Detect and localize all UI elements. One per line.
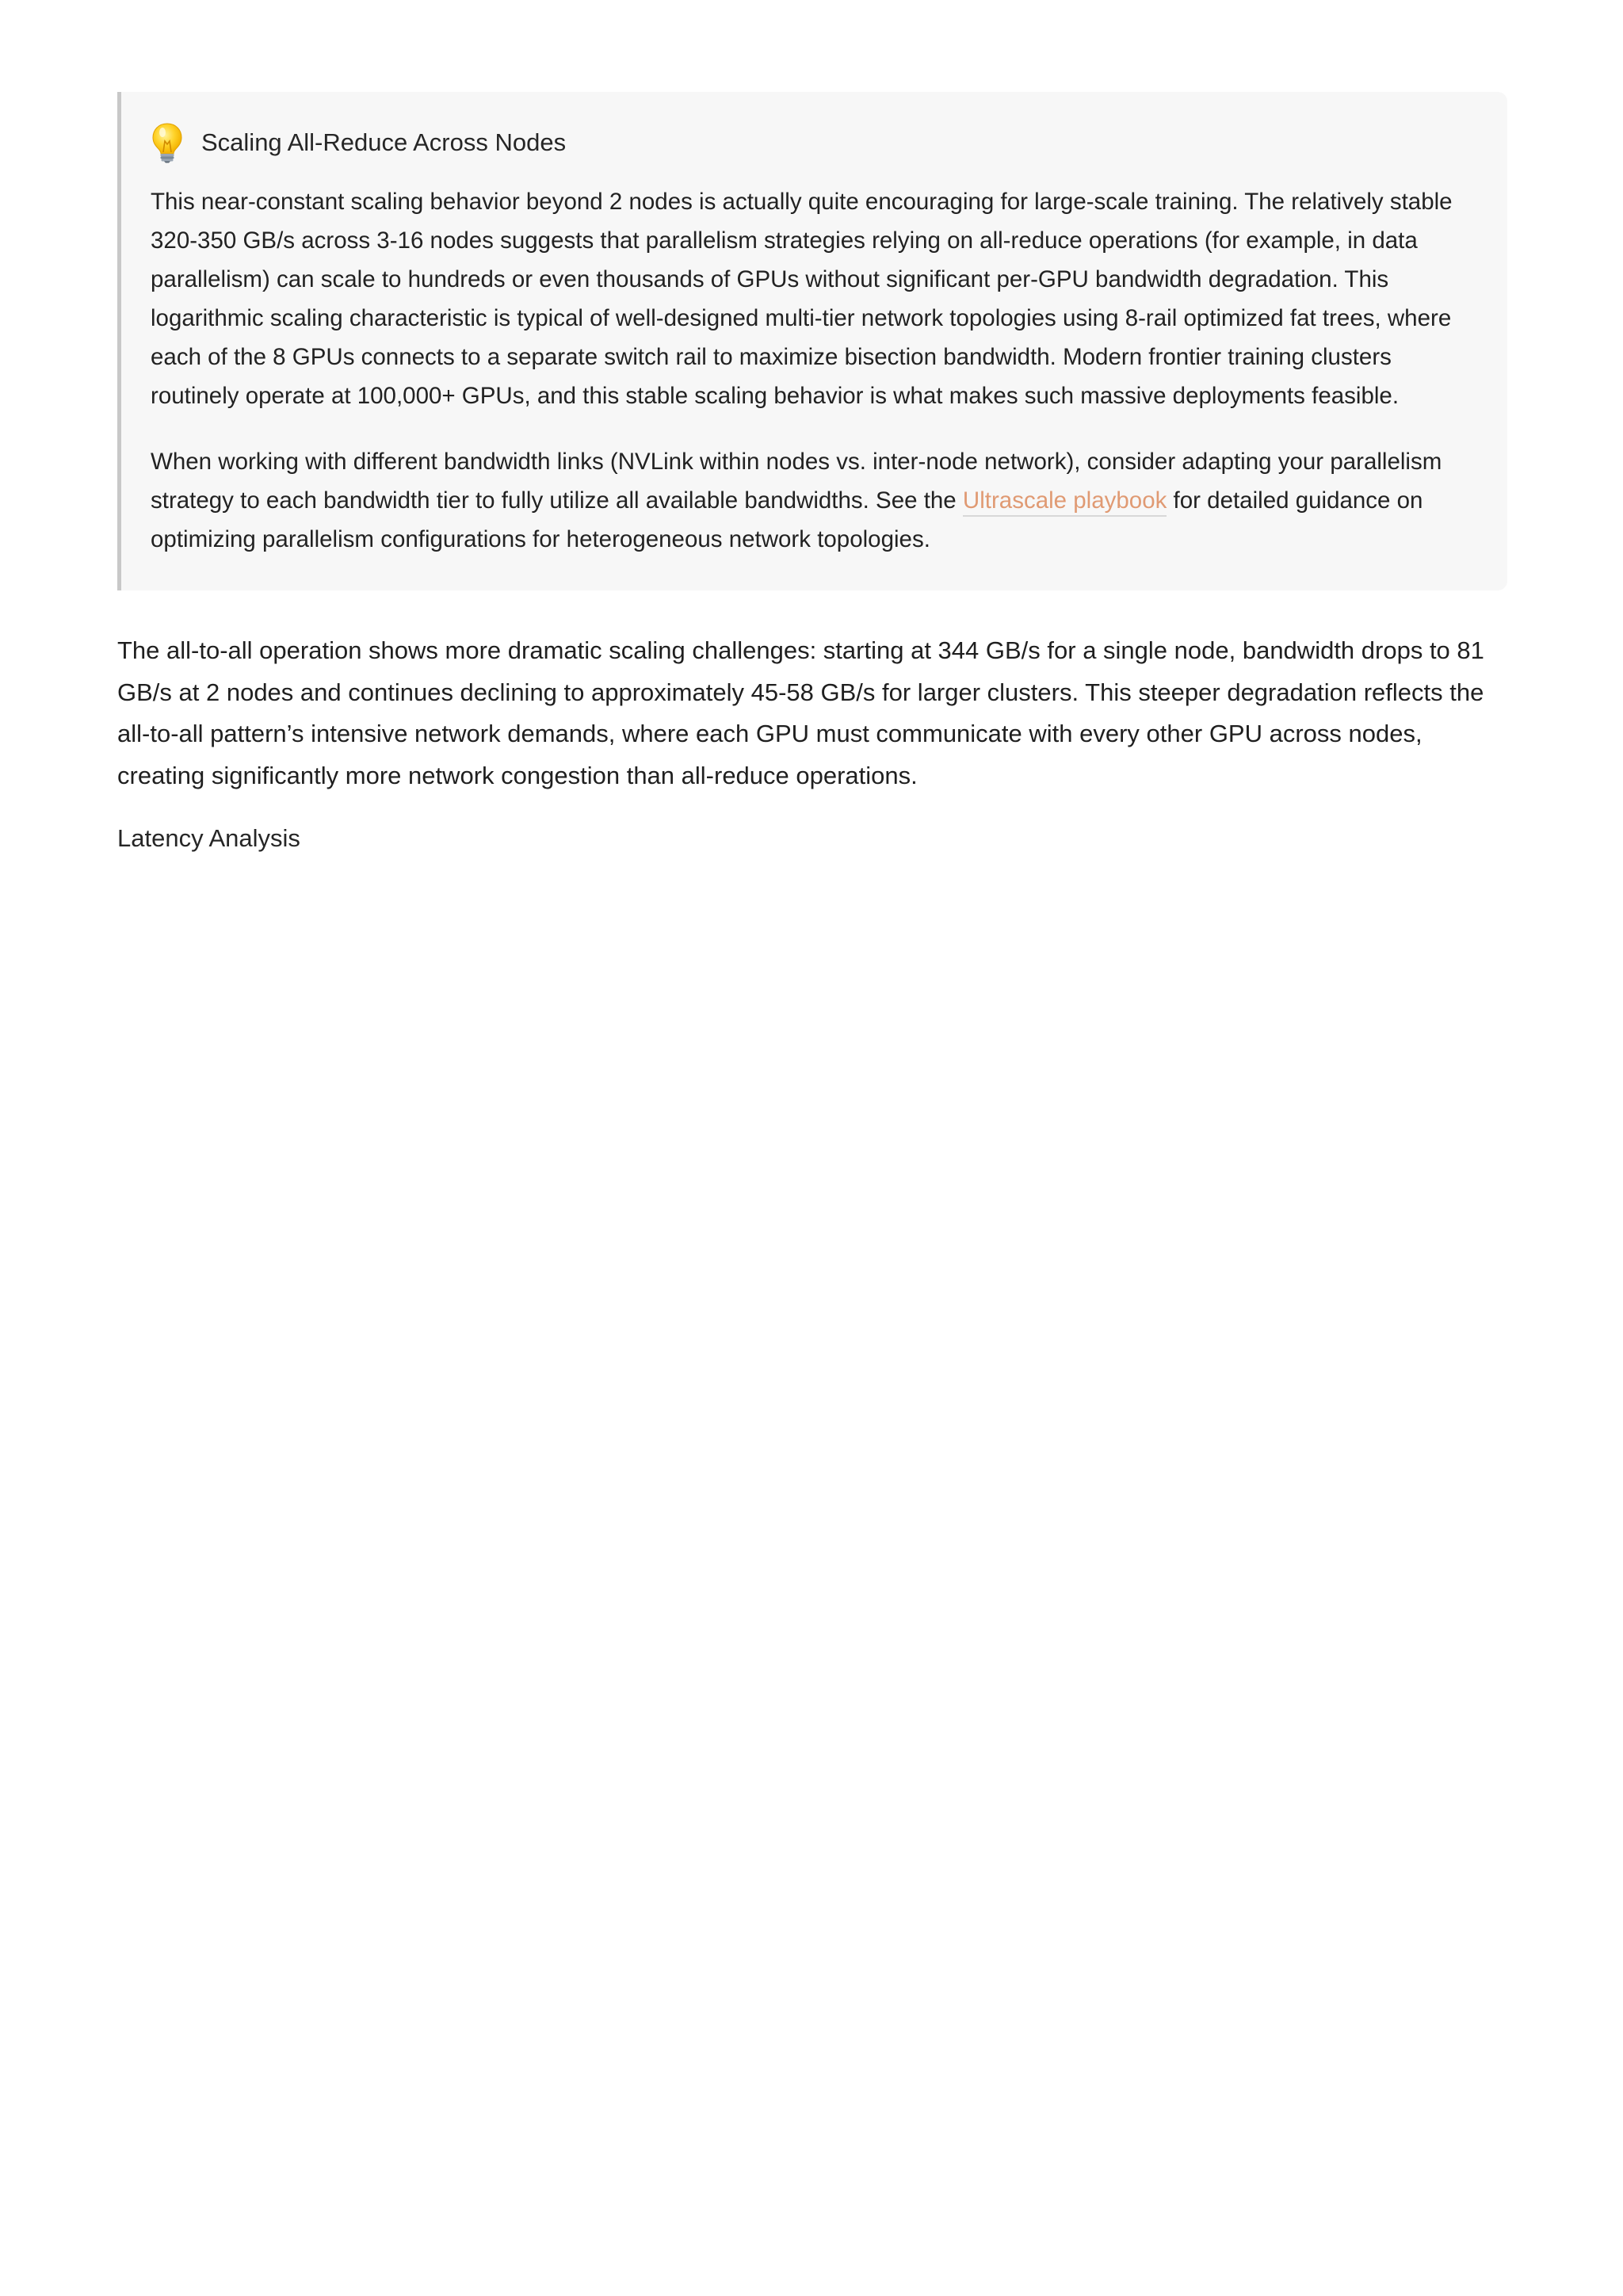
body-paragraph: The all-to-all operation shows more dramatic scaling challenges: starting at 344 GB/s for a single node, bandwidth drops to 81 GB/s at 2 nodes and continues declining to approximately 45-58 GB/s for larger clusters. This steeper degradation reflects the all-to-all pattern’s intensive network demands, where each GPU must communicate with every other GPU across nodes, creating significantly more network congestion than all-reduce operations.: [117, 636, 1484, 789]
article-content: [117, 92, 1507, 859]
section-heading: Latency Analysis: [117, 824, 300, 852]
callout-paragraph: [151, 442, 1479, 559]
callout-paragraph: [151, 182, 1479, 415]
ultrascale-playbook-link[interactable]: Ultrascale playbook: [963, 487, 1167, 517]
callout-paragraph-1-text: This near-constant scaling behavior beyond 2 nodes is actually quite encouraging for large-scale training. The relatively stable 320-350 GB/s across 3-16 nodes suggests that parallelism strategies relying on all-reduce operations (for example, in data parallelism) can scale to hundreds or even thousands of GPUs without significant per-GPU bandwidth degradation. This logarithmic scaling characteristic is typical of well-designed multi-tier network topologies using 8-rail optimized fat trees, where each of the 8 GPUs connects to a separate switch rail to maximize bisection bandwidth. Modern frontier training clusters routinely operate at 100,000+ GPUs, and this stable scaling behavior is what makes such massive deployments feasible.: [151, 189, 1453, 409]
tip-callout: [117, 92, 1507, 590]
callout-paragraph-2-text: When working with different bandwidth links (NVLink within nodes vs. inter-node network), consider adapting your parallelism strategy to each bandwidth tier to fully utilize all available bandwidths. See the: [151, 449, 1442, 514]
callout-paragraph-2-text-continued: for detailed guidance on optimizing parallelism configurations for heterogeneous network topologies.: [151, 487, 1423, 552]
callout-title: Scaling All-Reduce Across Nodes: [201, 128, 567, 156]
lightbulb-icon: [151, 122, 184, 163]
callout-header: [151, 122, 1479, 163]
